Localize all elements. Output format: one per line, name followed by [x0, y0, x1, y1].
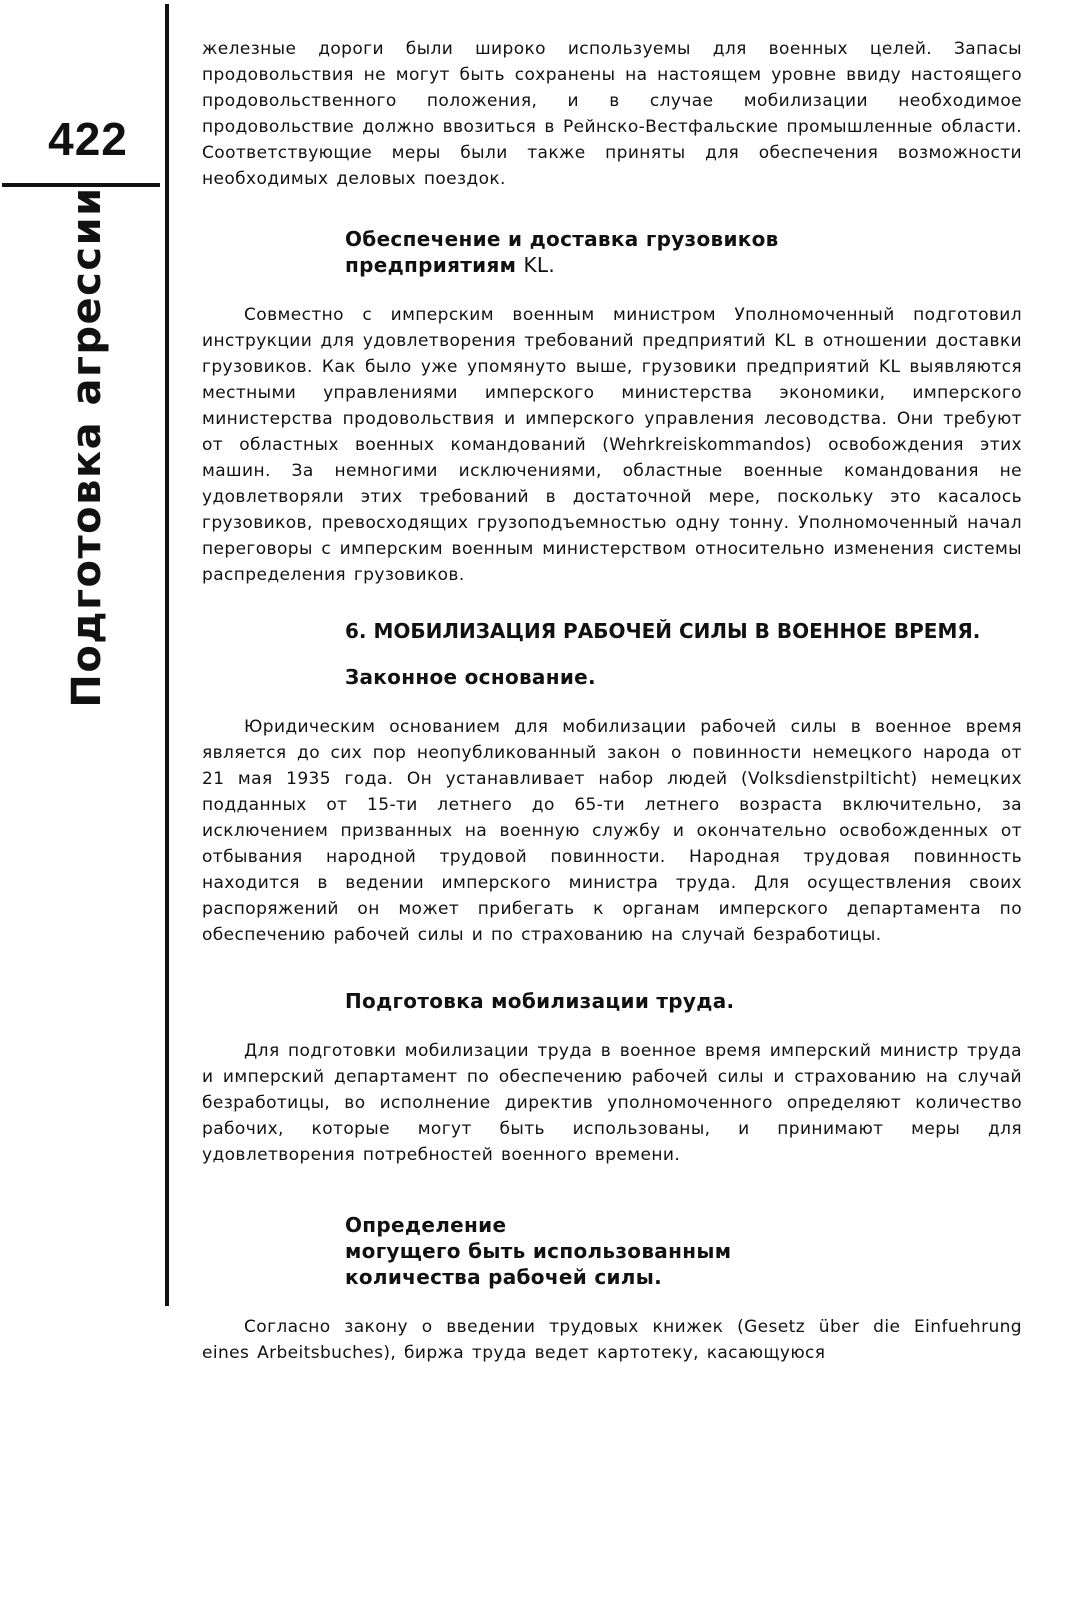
section-title-labor-mobilization: 6. МОБИЛИЗАЦИЯ РАБОЧЕЙ СИЛЫ В ВОЕННОЕ ВРЕМЯ.	[345, 619, 981, 643]
heading-labor-count	[345, 1212, 1022, 1290]
heading-labor-count-line3: количества рабочей силы.	[345, 1265, 663, 1289]
heading-trucks-line1: Обеспечение и доставка грузовиков	[345, 227, 779, 251]
margin-divider-rule	[165, 4, 169, 1306]
heading-trucks-line2	[345, 252, 1022, 278]
heading-labor-preparation: Подготовка мобилизации труда.	[345, 989, 735, 1013]
paragraph-work-books: Согласно закону о введении трудовых книжек (Gesetz über die Einfuehrung eines Arbeitsbuches), биржа труда ведет картотеку, касающуюся	[202, 1317, 1022, 1363]
heading-trucks-word: предприятиям	[345, 253, 517, 277]
heading-trucks	[345, 226, 1022, 278]
running-head: Подготовка агрессии	[64, 186, 110, 708]
heading-labor-count-line2: могущего быть использованным	[345, 1239, 732, 1263]
paragraph-legal-basis: Юридическим основанием для мобилизации рабочей силы в военное время является до сих пор неопубликованный закон о повинности немецкого народа от 21 мая 1935 года. Он устанавливает набор людей (Volksdienstpilticht) немецких подданных от 15-ти летнего до 65-ти летнего возраста включительно, за исключением призванных на военную службу и окончательно освобожденных от отбывания народной трудовой повинности. Народная трудовая повинность находится в ведении имперского министра труда. Для осуществления своих распоряжений он может прибегать к органам имперского департамента по обеспечению рабочей силы и по страхованию на случай безработицы.	[202, 717, 1022, 945]
heading-trucks-abbr: KL.	[523, 253, 556, 277]
paragraph-railways: железные дороги были широко используемы для военных целей. Запасы продовольствия не могут быть сохранены на настоящем уровне ввиду настоящего продовольственного положения, и в случае мобилизации необходимое продовольствие должно ввозиться в Рейнско-Вестфальские промышленные области. Соответствующие меры были также приняты для обеспечения возможности необходимых деловых поездок.	[202, 39, 1022, 189]
page-body	[202, 36, 1022, 1366]
heading-legal-basis: Законное основание.	[345, 665, 596, 689]
page-number: 422	[48, 113, 128, 165]
paragraph-labor-preparation: Для подготовки мобилизации труда в военное время имперский министр труда и имперский департамент по обеспечению рабочей силы и страхованию на случай безработицы, во исполнение директив уполномоченного определяют количество рабочих, которые могут быть использованы, и принимают меры для удовлетворения потребностей военного времени.	[202, 1041, 1022, 1165]
paragraph-trucks: Совместно с имперским военным министром Уполномоченный подготовил инструкции для удовлетворения требований предприятий KL в отношении доставки грузовиков. Как было уже упомянуто выше, грузовики предприятий KL выявляются местными управлениями имперского министерства экономики, имперского министерства продовольствия и имперского управления лесоводства. Они требуют от областных военных командований (Wehrkreiskommandos) освобождения этих машин. За немногими исключениями, областные военные командования не удовлетворяли этих требований в достаточной мере, поскольку это касалось грузовиков, превосходящих грузоподъемностью одну тонну. Уполномоченный начал переговоры с имперским военным министерством относительно изменения системы распределения грузовиков.	[202, 305, 1022, 585]
heading-labor-count-line1: Определение	[345, 1213, 507, 1237]
